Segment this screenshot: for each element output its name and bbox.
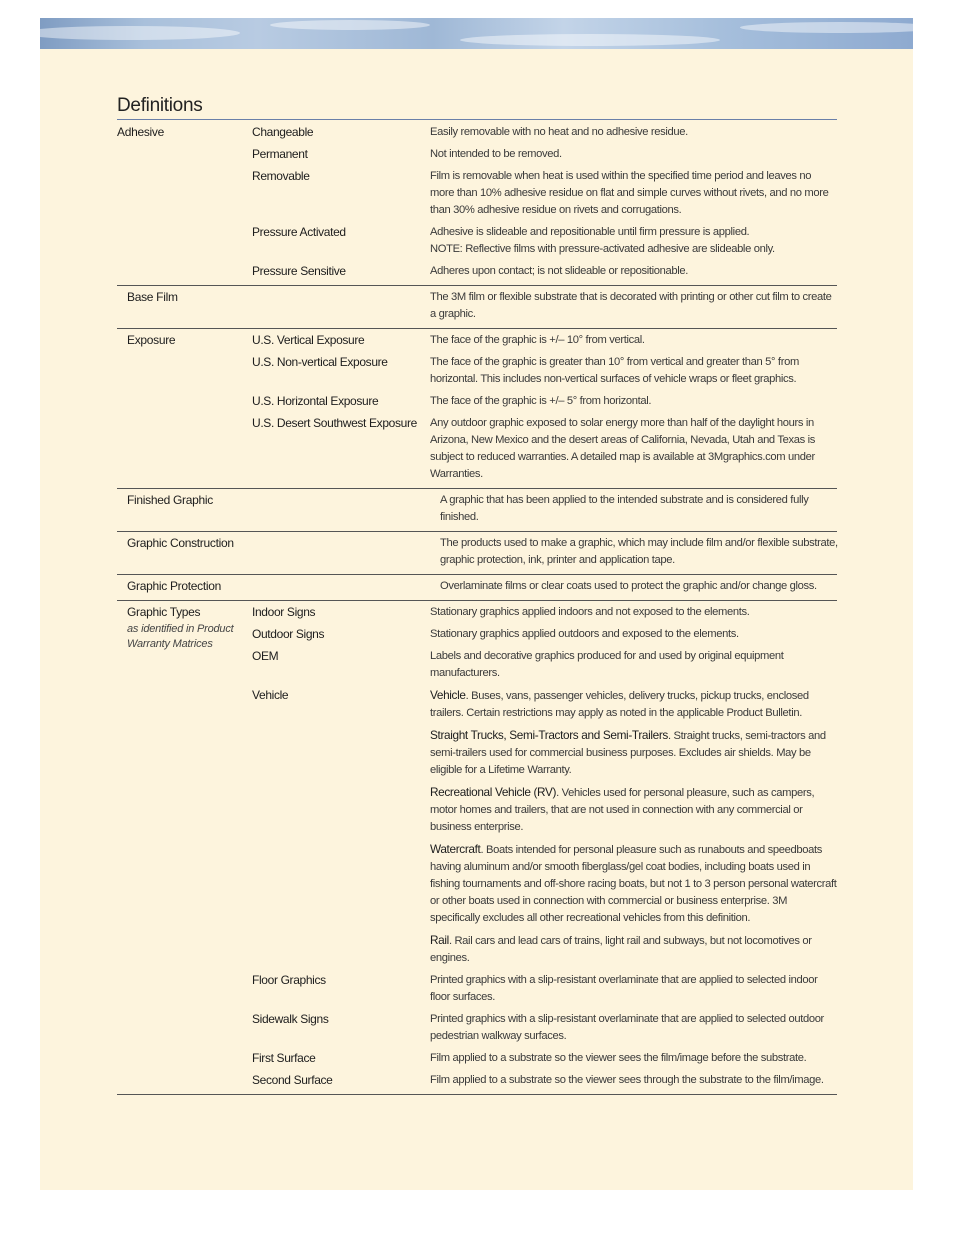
definition-row — [252, 1050, 837, 1067]
definition-line: Adhesive is slideable and repositionable until firm pressure is applied. — [430, 226, 750, 238]
section-exposure — [117, 329, 837, 489]
definition-row — [252, 1072, 837, 1089]
subterm: Pressure Activated — [252, 225, 346, 239]
subterm: Outdoor Signs — [252, 627, 325, 641]
term-base-film: Base Film — [127, 290, 178, 304]
definition-text: A graphic that has been applied to the intended substrate and is considered fully finished. — [440, 494, 809, 523]
subterm: U.S. Horizontal Exposure — [252, 394, 379, 408]
definition-text: The 3M film or flexible substrate that is decorated with printing or other cut film to create a graphic. — [430, 291, 832, 320]
entry-lead: Straight Trucks, Semi-Tractors and Semi-Trailers — [430, 728, 668, 742]
term-exposure: Exposure — [127, 333, 176, 347]
vehicle-entry — [430, 687, 837, 722]
subterm: Permanent — [252, 147, 308, 161]
definition-row — [117, 146, 837, 163]
definition-text: Overlaminate films or clear coats used to protect the graphic and/or change gloss. — [440, 580, 817, 592]
definition-row — [117, 578, 837, 595]
definition-row — [117, 492, 837, 526]
entry-lead: Rail — [430, 933, 449, 947]
definition-row — [117, 263, 837, 280]
definition-row — [252, 604, 837, 621]
definition-row — [117, 535, 837, 569]
definition-text: Printed graphics with a slip-resistant overlaminate that are applied to selected outdoor pedestrian walkway surfaces. — [430, 1013, 824, 1042]
subterm: Vehicle — [252, 688, 289, 702]
subterm: U.S. Vertical Exposure — [252, 333, 365, 347]
page-background — [40, 18, 913, 1190]
definition-row — [117, 124, 837, 141]
definition-text: Adheres upon contact; is not slideable or repositionable. — [430, 265, 689, 277]
definition-text: The face of the graphic is +/– 5° from horizontal. — [430, 395, 652, 407]
definition-text: Stationary graphics applied outdoors and exposed to the elements. — [430, 628, 739, 640]
graphic-types-list — [252, 604, 837, 1089]
subterm: Changeable — [252, 125, 314, 139]
definition-text: The products used to make a graphic, which may include film and/or flexible substrate, graphic protection, ink, printer and application tape. — [440, 537, 838, 566]
subterm: Removable — [252, 169, 310, 183]
section-graphic-protection — [117, 575, 837, 601]
definition-row — [252, 1011, 837, 1045]
vehicle-entry — [430, 932, 837, 967]
term-graphic-protection: Graphic Protection — [127, 579, 221, 593]
subterm: Indoor Signs — [252, 605, 316, 619]
subterm: Second Surface — [252, 1073, 333, 1087]
definition-text: Film applied to a substrate so the viewer sees through the substrate to the film/image. — [430, 1074, 824, 1086]
term-graphic-construction: Graphic Construction — [127, 536, 234, 550]
entry-text: . Boats intended for personal pleasure such as runabouts and speedboats having aluminum and/or smooth fiberglass/gel coat bodies, including boats used in fishing tournaments and off-shore racing boats, but not 1 to 3 person personal watercraft or other boats used in connection with commercial or business enterprise. 3M specifically excludes all other recreational vehicles from this definition. — [430, 844, 837, 924]
term-note: as identified in Product Warranty Matrices — [127, 623, 234, 650]
subterm: U.S. Non-vertical Exposure — [252, 355, 388, 369]
definition-row — [252, 648, 837, 682]
definitions-content — [117, 95, 837, 1095]
definition-row — [252, 626, 837, 643]
definition-text — [430, 224, 837, 258]
definition-row — [252, 972, 837, 1006]
title-divider — [117, 119, 837, 120]
subterm: U.S. Desert Southwest Exposure — [252, 416, 417, 430]
entry-text: . Buses, vans, passenger vehicles, delivery trucks, pickup trucks, enclosed trailers. Certain restrictions may apply as noted in the applicable Product Bulletin. — [430, 690, 809, 719]
definition-row — [117, 224, 837, 258]
page-title: Definitions — [117, 95, 203, 116]
definition-text: Not intended to be removed. — [430, 148, 562, 160]
definition-text: Labels and decorative graphics produced for and used by original equipment manufacturers. — [430, 650, 784, 679]
entry-lead: Vehicle — [430, 688, 466, 702]
vehicle-entry — [430, 727, 837, 779]
subterm: Floor Graphics — [252, 973, 326, 987]
section-finished-graphic — [117, 489, 837, 532]
term-adhesive: Adhesive — [117, 125, 164, 139]
entry-lead: Watercraft — [430, 842, 481, 856]
definition-row — [117, 415, 837, 483]
entry-text: . Vehicles used for personal pleasure, such as campers, motor homes and trailers, that are not used in connection with any commercial or business enterprise. — [430, 787, 815, 833]
entry-text: . Rail cars and lead cars of trains, light rail and subways, but not locomotives or engines. — [430, 935, 812, 964]
definition-text: Stationary graphics applied indoors and not exposed to the elements. — [430, 606, 750, 618]
sky-banner — [40, 18, 913, 49]
vehicle-entry — [430, 841, 837, 927]
term-label: Graphic Types — [127, 605, 201, 619]
section-base-film — [117, 286, 837, 329]
term-finished-graphic: Finished Graphic — [127, 493, 213, 507]
definition-text: The face of the graphic is +/– 10° from vertical. — [430, 334, 645, 346]
vehicle-entry — [430, 784, 837, 836]
definition-row — [252, 687, 837, 967]
definition-row — [117, 168, 837, 219]
definition-text: The face of the graphic is greater than 10° from vertical and greater than 5° from horizontal. This includes non-vertical surfaces of vehicle wraps or fleet graphics. — [430, 356, 799, 385]
definition-text: Film applied to a substrate so the viewer sees the film/image before the substrate. — [430, 1052, 807, 1064]
definition-text: Easily removable with no heat and no adhesive residue. — [430, 126, 688, 138]
subterm: Pressure Sensitive — [252, 264, 346, 278]
definition-row — [117, 332, 837, 349]
subterm: OEM — [252, 649, 279, 663]
subterm: First Surface — [252, 1051, 316, 1065]
definition-note: NOTE: Reflective films with pressure-activated adhesive are slideable only. — [430, 243, 775, 255]
definition-row — [117, 289, 837, 323]
term-graphic-types — [117, 604, 252, 651]
vehicle-definitions — [430, 687, 837, 967]
definition-text: Printed graphics with a slip-resistant overlaminate that are applied to selected indoor floor surfaces. — [430, 974, 818, 1003]
section-adhesive — [117, 124, 837, 286]
definition-text: Film is removable when heat is used within the specified time period and leaves no more than 10% adhesive residue on flat and simple curves without rivets, and no more than 30% adhesive residue on rivets and corrugations. — [430, 170, 829, 216]
subterm: Sidewalk Signs — [252, 1012, 329, 1026]
entry-text: . Straight trucks, semi-tractors and semi-trailers used for commercial business purposes. Excludes air shields. May be eligible for a Lifetime Warranty. — [430, 730, 826, 776]
section-graphic-construction — [117, 532, 837, 575]
definition-row — [117, 393, 837, 410]
definition-text: Any outdoor graphic exposed to solar energy more than half of the daylight hours in Arizona, New Mexico and the desert areas of California, Nevada, Utah and Texas is subject to reduced warranties. A detailed map is available at 3Mgraphics.com under Warranties. — [430, 417, 815, 480]
definition-row — [117, 354, 837, 388]
section-graphic-types — [117, 601, 837, 1095]
entry-lead: Recreational Vehicle (RV) — [430, 785, 557, 799]
